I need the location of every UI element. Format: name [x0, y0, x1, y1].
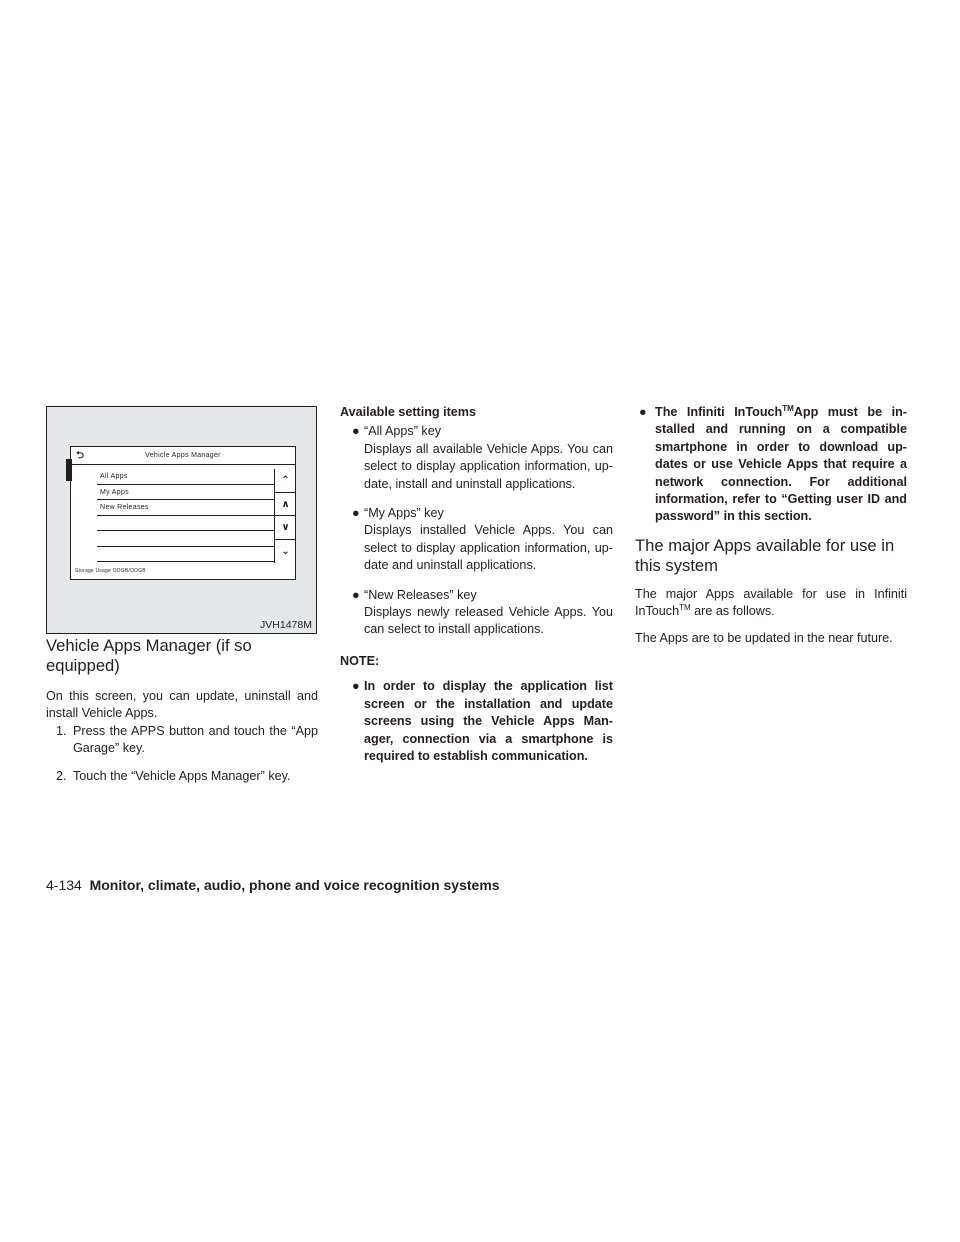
column-1 — [46, 636, 318, 785]
item-all-apps — [340, 423, 613, 493]
page-number: 4-134 — [46, 877, 82, 893]
note-item — [340, 678, 613, 765]
note-label: NOTE: — [340, 653, 380, 668]
back-arrow-icon: ⮌ — [76, 450, 85, 461]
step-1 — [46, 723, 318, 758]
menu-empty-row — [97, 547, 274, 563]
item-title: “New Releases” key — [364, 587, 477, 602]
scroll-arrows — [274, 469, 296, 563]
screen-mockup — [70, 446, 296, 580]
bullet-icon: ● — [352, 587, 360, 602]
double-down-chevron-icon: ⌄ — [281, 545, 290, 557]
menu-item-my-apps: My Apps — [97, 485, 274, 501]
intouch-requirement — [635, 404, 907, 526]
page-footer — [46, 877, 500, 893]
figure-code: JVH1478M — [260, 619, 312, 631]
item-title: “All Apps” key — [364, 424, 441, 439]
column-3 — [635, 404, 907, 647]
storage-value: OOGB/OOGB — [112, 568, 146, 574]
menu-item-new-releases: New Releases — [97, 500, 274, 516]
selection-indicator — [66, 459, 72, 481]
bullet-icon: ● — [352, 679, 360, 694]
column-2 — [340, 404, 613, 765]
item-desc: Displays newly released Vehicle Apps. You can select to install applications. — [364, 605, 613, 637]
bullet-icon: ● — [352, 424, 360, 439]
paragraph-text-start: The major Apps available for use in Infiniti InTouch — [635, 586, 907, 619]
section-heading-major-apps: The major Apps available for use in this system — [635, 535, 895, 575]
note-text: In order to display the application list screen or the installation and update screens using the Vehicle Apps Man-ager, connection via a smartphone is required to establish communication. — [364, 679, 613, 763]
screen-title-bar — [71, 447, 295, 465]
bullet-icon: ● — [352, 506, 360, 521]
step-text: Touch the “Vehicle Apps Manager” key. — [73, 768, 291, 783]
item-new-releases — [340, 587, 613, 639]
menu-item-all-apps: All Apps — [97, 469, 274, 485]
trademark: TM — [679, 603, 691, 613]
requirement-text-start: The Infiniti InTouch — [655, 405, 783, 419]
menu-empty-row — [97, 531, 274, 547]
available-items-heading: Available setting items — [340, 405, 477, 419]
item-my-apps — [340, 505, 613, 575]
double-up-chevron-icon: ⌃ — [275, 469, 296, 493]
menu-list — [97, 469, 274, 562]
trademark: TM — [782, 404, 794, 413]
figure-vehicle-apps-manager — [46, 406, 317, 634]
bullet-icon: ● — [639, 405, 647, 419]
intro-paragraph: On this screen, you can update, uninstall and install Vehicle Apps. — [46, 689, 318, 721]
major-apps-paragraph — [635, 586, 907, 621]
requirement-text-rest: App must be in-stalled and running on a compatible smartphone in order to download up-dates or use Vehicle Apps that require a network connection. For additional information, refer to “Getting user ID and password” in this section. — [655, 405, 907, 524]
storage-label: Storage Usage — [75, 568, 111, 574]
step-number: 1. — [56, 723, 67, 738]
step-text: Press the APPS button and touch the “App Garage” key. — [73, 723, 318, 756]
item-desc: Displays installed Vehicle Apps. You can select to display application information, up-date and uninstall applications. — [364, 523, 613, 573]
storage-usage — [75, 568, 146, 574]
section-heading-vehicle-apps-manager: Vehicle Apps Manager (if so equipped) — [46, 636, 252, 675]
item-title: “My Apps” key — [364, 506, 444, 521]
step-2 — [46, 768, 318, 785]
menu-empty-row — [97, 516, 274, 532]
paragraph-text-rest: are as follows. — [690, 604, 775, 619]
step-number: 2. — [56, 768, 67, 783]
screen-title: Vehicle Apps Manager — [145, 452, 221, 459]
item-desc: Displays all available Vehicle Apps. You can select to display application information, up-date, install and uninstall applications. — [364, 441, 613, 491]
chapter-title: Monitor, climate, audio, phone and voice recognition systems — [89, 877, 500, 893]
down-chevron-icon: ∨ — [275, 516, 296, 540]
up-chevron-icon: ∧ — [275, 493, 296, 517]
update-note-paragraph: The Apps are to be updated in the near future. — [635, 630, 893, 645]
